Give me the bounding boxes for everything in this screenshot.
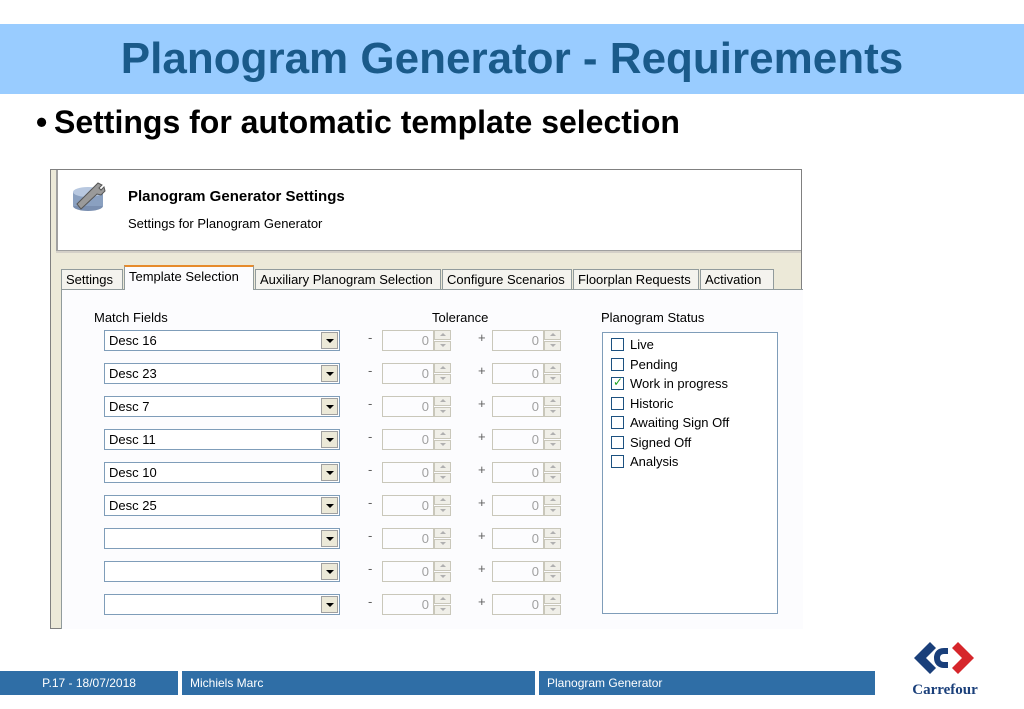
minus-tolerance-spinner[interactable]	[382, 528, 452, 549]
minus-tolerance-spinner[interactable]	[382, 330, 452, 351]
tab-activation[interactable]: Activation	[700, 269, 774, 289]
tab-template-selection[interactable]: Template Selection	[124, 265, 254, 290]
checkbox[interactable]	[611, 416, 624, 429]
match-field-row	[62, 495, 582, 519]
minus-tolerance-spinner[interactable]	[382, 396, 452, 417]
status-label: Live	[630, 337, 654, 352]
minus-sign: -	[368, 330, 373, 345]
spin-down-icon[interactable]	[544, 407, 561, 417]
spin-up-icon[interactable]	[544, 594, 561, 604]
spin-up-icon[interactable]	[434, 528, 451, 538]
plus-tolerance-value[interactable]: 0	[492, 462, 544, 483]
checkbox[interactable]	[611, 436, 624, 449]
slide-title: Planogram Generator - Requirements	[120, 34, 904, 83]
plus-tolerance-value[interactable]: 0	[492, 429, 544, 450]
spin-up-icon[interactable]	[434, 429, 451, 439]
bullet-point	[36, 104, 680, 141]
minus-tolerance-value[interactable]: 0	[382, 462, 434, 483]
settings-dialog	[50, 169, 802, 629]
minus-tolerance-spinner[interactable]	[382, 363, 452, 384]
match-field-row	[62, 330, 582, 354]
plus-sign: +	[478, 561, 486, 576]
minus-tolerance-value[interactable]: 0	[382, 330, 434, 351]
match-field-row	[62, 396, 582, 420]
dropdown-arrow-icon[interactable]	[321, 332, 338, 349]
tab-configure-scenarios[interactable]: Configure Scenarios	[442, 269, 572, 289]
planogram-status-list	[602, 332, 778, 614]
match-field-row	[62, 462, 582, 486]
plus-tolerance-spinner[interactable]	[492, 429, 562, 450]
minus-sign: -	[368, 528, 373, 543]
plus-sign: +	[478, 528, 486, 543]
minus-tolerance-spinner[interactable]	[382, 594, 452, 615]
spin-down-icon[interactable]	[434, 572, 451, 582]
spin-down-icon[interactable]	[544, 506, 561, 516]
spin-up-icon[interactable]	[544, 462, 561, 472]
match-field-value: Desc 7	[109, 399, 150, 414]
carrefour-logo	[900, 638, 990, 704]
tolerance-label: Tolerance	[432, 310, 489, 325]
plus-tolerance-spinner[interactable]	[492, 396, 562, 417]
status-label: Pending	[630, 356, 678, 372]
plus-sign: +	[478, 330, 486, 345]
dialog-title: Planogram Generator Settings	[128, 188, 345, 205]
plus-sign: +	[478, 495, 486, 510]
spin-up-icon[interactable]	[434, 462, 451, 472]
status-label: Signed Off	[630, 434, 692, 450]
match-field-dropdown[interactable]	[104, 330, 340, 351]
checkbox[interactable]	[611, 455, 624, 468]
plus-tolerance-spinner[interactable]	[492, 363, 562, 384]
minus-tolerance-spinner[interactable]	[382, 462, 452, 483]
spin-down-icon[interactable]	[434, 605, 451, 615]
minus-tolerance-spinner[interactable]	[382, 495, 452, 516]
spin-up-icon[interactable]	[544, 561, 561, 571]
carrefour-logo-icon	[900, 638, 990, 682]
status-label: Awaiting Sign Off	[630, 415, 730, 430]
spin-up-icon[interactable]	[544, 528, 561, 538]
plus-tolerance-spinner[interactable]	[492, 462, 562, 483]
match-field-dropdown[interactable]	[104, 495, 340, 516]
footer-topic: Planogram Generator	[539, 671, 875, 695]
spin-down-icon[interactable]	[434, 473, 451, 483]
spin-up-icon[interactable]	[434, 396, 451, 406]
status-label: Historic	[630, 395, 674, 411]
minus-tolerance-value[interactable]: 0	[382, 396, 434, 417]
plus-sign: +	[478, 396, 486, 411]
footer-page-date: P.17 - 18/07/2018	[0, 671, 178, 695]
minus-sign: -	[368, 462, 373, 477]
match-fields-label: Match Fields	[94, 310, 168, 325]
spin-down-icon[interactable]	[544, 341, 561, 351]
spin-down-icon[interactable]	[434, 506, 451, 516]
spin-up-icon[interactable]	[434, 330, 451, 340]
plus-sign: +	[478, 363, 486, 378]
dropdown-arrow-icon[interactable]	[321, 497, 338, 514]
checkbox[interactable]	[611, 377, 624, 390]
dialog-subtitle: Settings for Planogram Generator	[128, 216, 323, 231]
plus-tolerance-spinner[interactable]	[492, 594, 562, 615]
tab-floorplan-requests[interactable]: Floorplan Requests	[573, 269, 699, 289]
tab-settings[interactable]: Settings	[61, 269, 123, 289]
title-band	[0, 24, 1024, 94]
match-field-dropdown[interactable]	[104, 462, 340, 483]
plus-tolerance-value[interactable]: 0	[492, 363, 544, 384]
settings-wrench-icon	[68, 178, 108, 218]
plus-tolerance-value[interactable]: 0	[492, 495, 544, 516]
spin-down-icon[interactable]	[434, 374, 451, 384]
match-field-row	[62, 561, 582, 585]
footer-author: Michiels Marc	[182, 671, 535, 695]
dropdown-arrow-icon[interactable]	[321, 464, 338, 481]
match-field-value: Desc 23	[109, 366, 157, 381]
spin-up-icon[interactable]	[544, 495, 561, 505]
bullet-icon: •	[36, 104, 48, 140]
bullet-text: Settings for automatic template selection	[54, 104, 680, 140]
plus-tolerance-value[interactable]: 0	[492, 594, 544, 615]
match-field-value: Desc 11	[109, 432, 156, 447]
minus-sign: -	[368, 396, 373, 411]
plus-tolerance-spinner[interactable]	[492, 561, 562, 582]
carrefour-logo-text: Carrefour	[912, 682, 978, 698]
spin-up-icon[interactable]	[434, 594, 451, 604]
minus-sign: -	[368, 429, 373, 444]
plus-tolerance-spinner[interactable]	[492, 495, 562, 516]
dropdown-arrow-icon[interactable]	[321, 431, 338, 448]
checkbox[interactable]	[611, 358, 624, 371]
header-separator	[56, 250, 801, 253]
dropdown-arrow-icon[interactable]	[321, 563, 338, 580]
minus-tolerance-value[interactable]: 0	[382, 528, 434, 549]
status-label: Analysis	[630, 454, 679, 469]
match-field-dropdown[interactable]	[104, 561, 340, 582]
minus-tolerance-spinner[interactable]	[382, 561, 452, 582]
spin-up-icon[interactable]	[544, 429, 561, 439]
match-field-row	[62, 528, 582, 552]
plus-sign: +	[478, 429, 486, 444]
checkbox[interactable]	[611, 338, 624, 351]
match-field-dropdown[interactable]	[104, 528, 340, 549]
match-field-row	[62, 429, 582, 453]
match-field-dropdown[interactable]	[104, 396, 340, 417]
plus-tolerance-value[interactable]: 0	[492, 330, 544, 351]
spin-down-icon[interactable]	[544, 473, 561, 483]
spin-up-icon[interactable]	[434, 363, 451, 373]
template-selection-panel	[61, 289, 803, 629]
spin-up-icon[interactable]	[544, 363, 561, 373]
dropdown-arrow-icon[interactable]	[321, 596, 338, 613]
minus-tolerance-value[interactable]: 0	[382, 429, 434, 450]
plus-tolerance-spinner[interactable]	[492, 528, 562, 549]
spin-down-icon[interactable]	[544, 440, 561, 450]
minus-tolerance-value[interactable]: 0	[382, 363, 434, 384]
dropdown-arrow-icon[interactable]	[321, 365, 338, 382]
spin-down-icon[interactable]	[544, 374, 561, 384]
spin-up-icon[interactable]	[434, 561, 451, 571]
match-field-value: Desc 16	[109, 333, 157, 348]
spin-down-icon[interactable]	[434, 407, 451, 417]
spin-down-icon[interactable]	[544, 539, 561, 549]
minus-sign: -	[368, 363, 373, 378]
match-field-value: Desc 25	[109, 498, 157, 513]
spin-down-icon[interactable]	[434, 539, 451, 549]
spin-down-icon[interactable]	[434, 440, 451, 450]
spin-down-icon[interactable]	[544, 605, 561, 615]
spin-up-icon[interactable]	[434, 495, 451, 505]
match-field-dropdown[interactable]	[104, 429, 340, 450]
dialog-header	[56, 170, 801, 250]
match-field-row	[62, 594, 582, 618]
minus-sign: -	[368, 495, 373, 510]
spin-down-icon[interactable]	[434, 341, 451, 351]
checkbox[interactable]	[611, 397, 624, 410]
minus-sign: -	[368, 594, 373, 609]
match-field-value: Desc 10	[109, 465, 157, 480]
dropdown-arrow-icon[interactable]	[321, 530, 338, 547]
plus-tolerance-value[interactable]: 0	[492, 528, 544, 549]
planogram-status-label: Planogram Status	[601, 310, 705, 325]
minus-tolerance-value[interactable]: 0	[382, 594, 434, 615]
minus-sign: -	[368, 561, 373, 576]
match-field-row	[62, 363, 582, 387]
tab-auxiliary-planogram-selection[interactable]: Auxiliary Planogram Selection	[255, 269, 441, 289]
minus-tolerance-spinner[interactable]	[382, 429, 452, 450]
match-field-dropdown[interactable]	[104, 594, 340, 615]
plus-sign: +	[478, 462, 486, 477]
spin-up-icon[interactable]	[544, 396, 561, 406]
plus-tolerance-value[interactable]: 0	[492, 396, 544, 417]
plus-sign: +	[478, 594, 486, 609]
dropdown-arrow-icon[interactable]	[321, 398, 338, 415]
spin-down-icon[interactable]	[544, 572, 561, 582]
spin-up-icon[interactable]	[544, 330, 561, 340]
match-field-dropdown[interactable]	[104, 363, 340, 384]
plus-tolerance-spinner[interactable]	[492, 330, 562, 351]
minus-tolerance-value[interactable]: 0	[382, 495, 434, 516]
minus-tolerance-value[interactable]: 0	[382, 561, 434, 582]
status-label: Work in progress	[630, 376, 729, 391]
plus-tolerance-value[interactable]: 0	[492, 561, 544, 582]
